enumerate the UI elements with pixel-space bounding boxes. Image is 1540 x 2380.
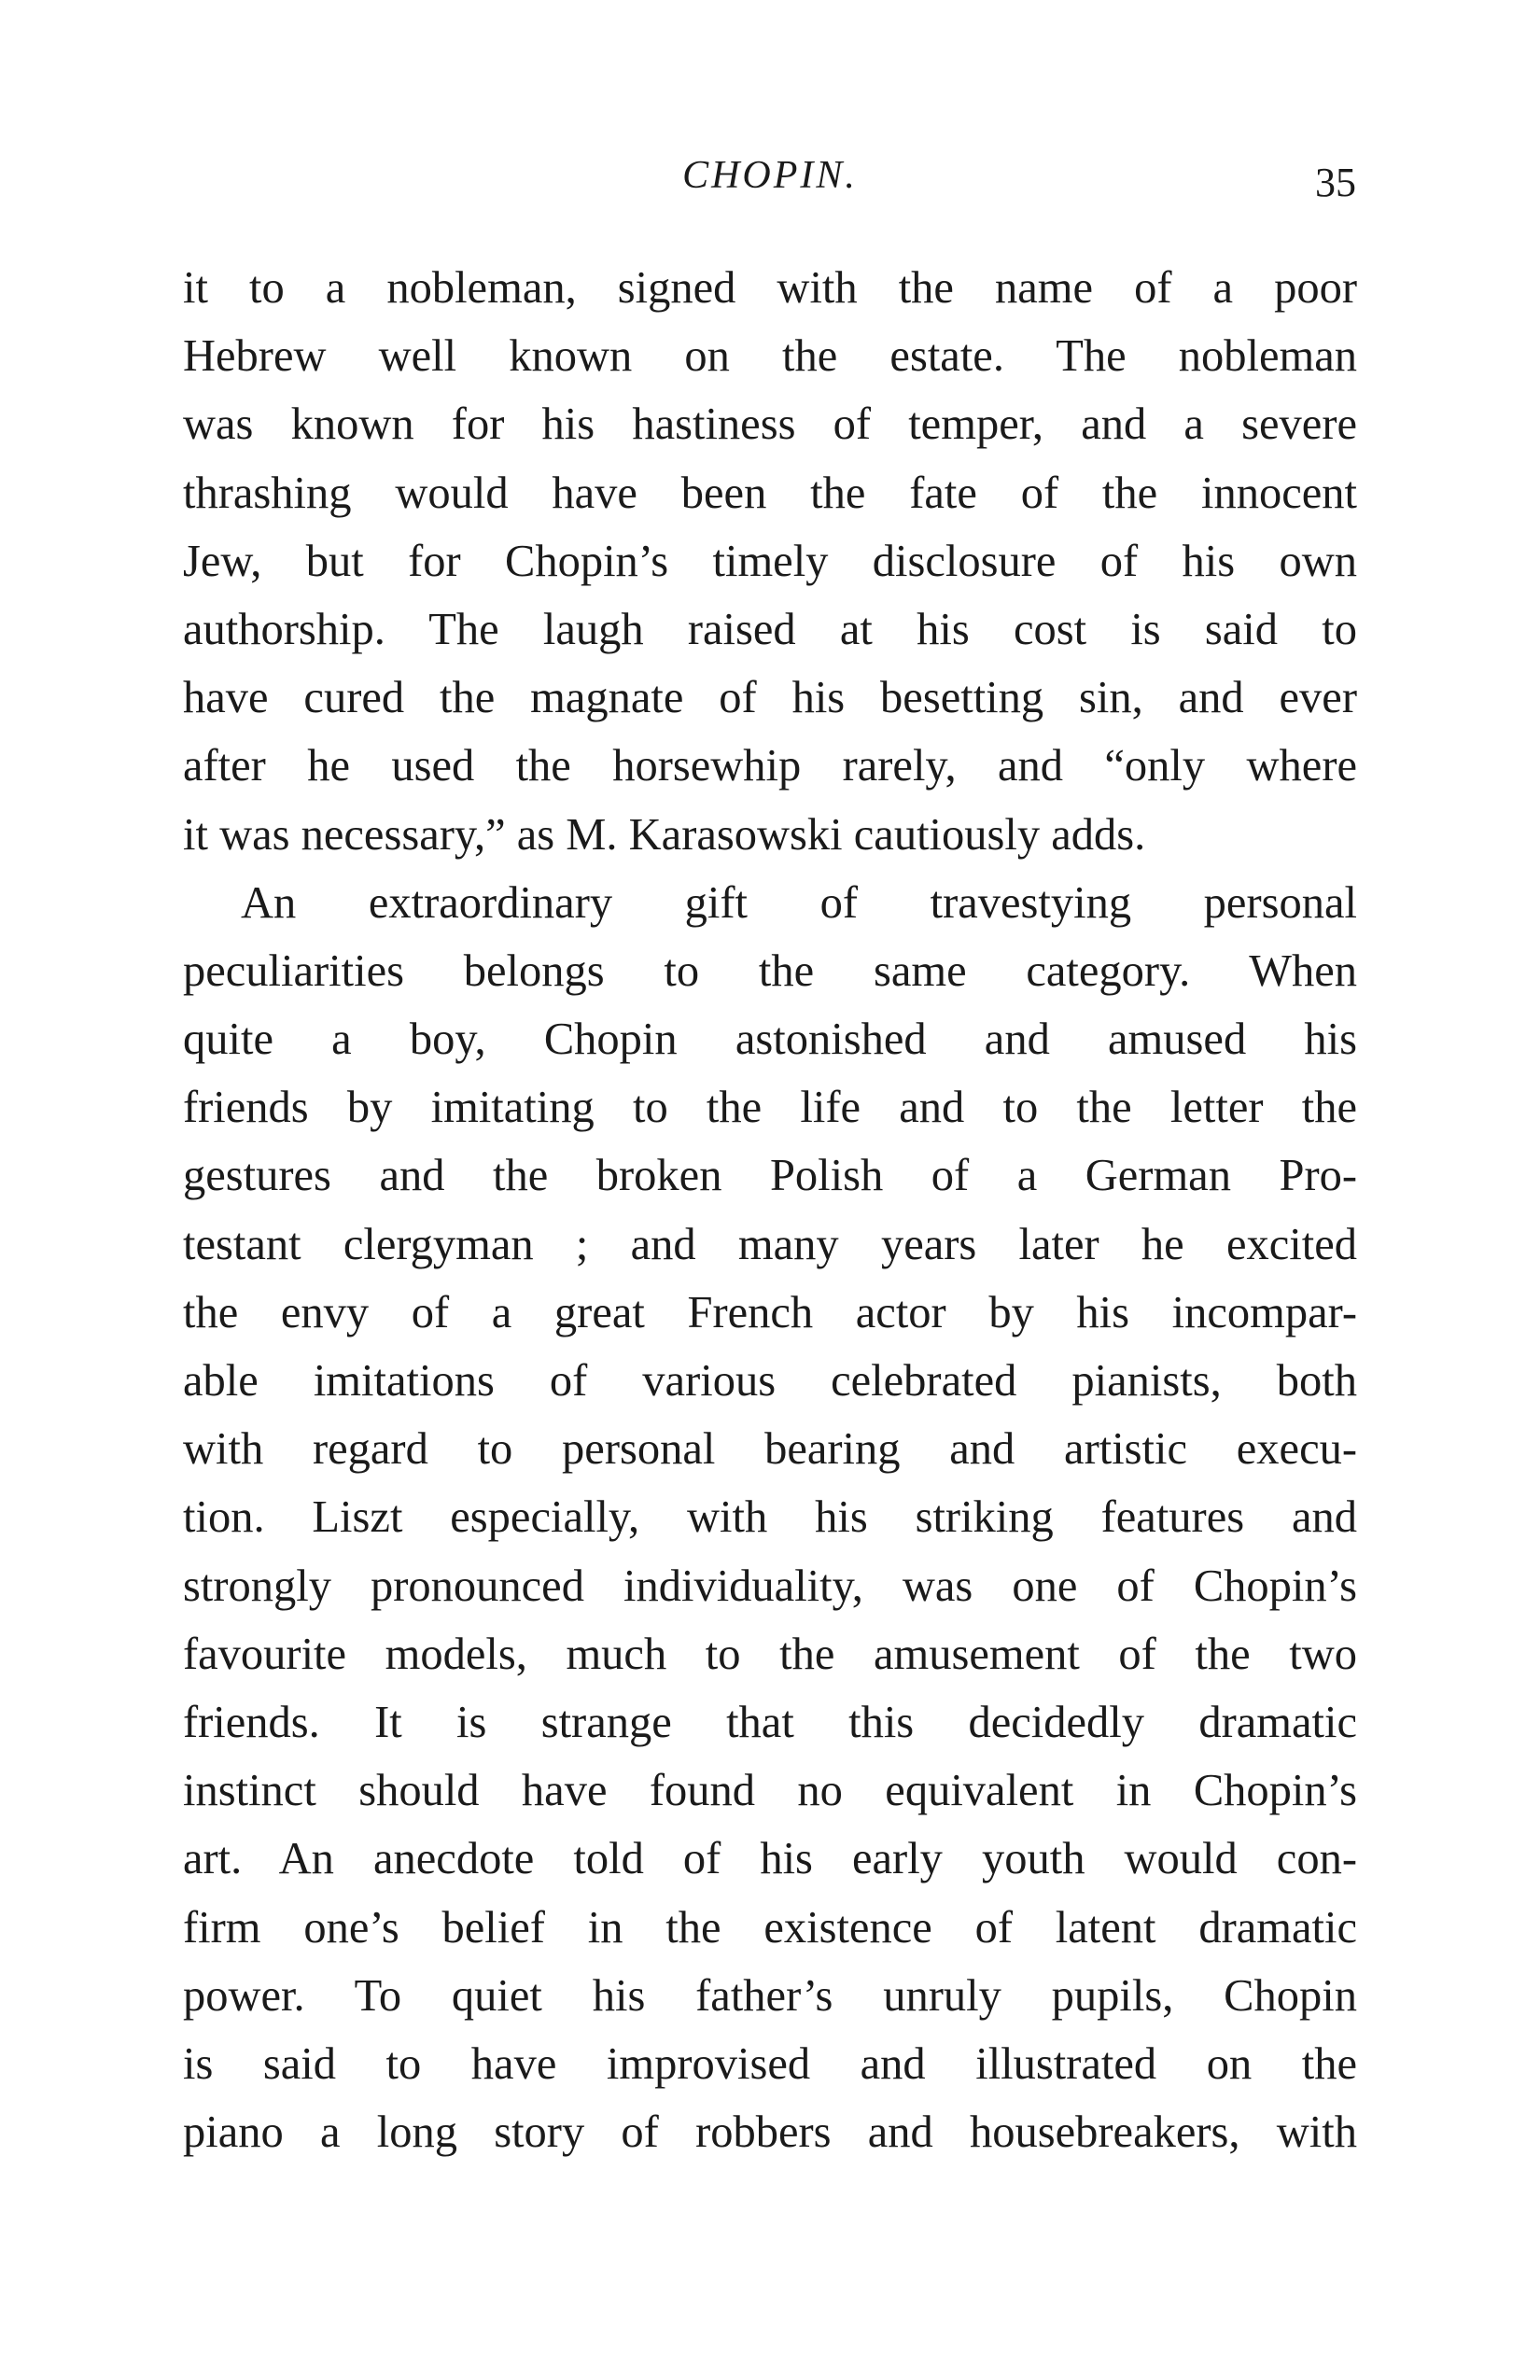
text-line: have cured the magnate of his besetting sin, and ever xyxy=(183,673,1357,723)
body-text xyxy=(183,254,1357,2166)
text-line: the envy of a great French actor by his incompar- xyxy=(183,1287,1357,1337)
text-line: firm one’s belief in the existence of latent dramatic xyxy=(183,1902,1357,1953)
text-line: was known for his hastiness of temper, and a severe xyxy=(183,399,1357,450)
text-line: tion. Liszt especially, with his striking features and xyxy=(183,1492,1357,1543)
text-line: Jew, but for Chopin’s timely disclosure of his own xyxy=(183,536,1357,586)
text-line: friends by imitating to the life and to the letter the xyxy=(183,1083,1357,1133)
text-line: art. An anecdote told of his early youth would con- xyxy=(183,1834,1357,1884)
running-title: CHOPIN. xyxy=(682,154,858,197)
text-line: piano a long story of robbers and housebreakers, with xyxy=(183,2107,1357,2158)
text-line: quite a boy, Chopin astonished and amused his xyxy=(183,1015,1357,1065)
text-line: authorship. The laugh raised at his cost is said to xyxy=(183,604,1357,654)
text-line: able imitations of various celebrated pianists, both xyxy=(183,1356,1357,1406)
text-line: instinct should have found no equivalent in Chopin’s xyxy=(183,1766,1357,1816)
text-line: thrashing would have been the fate of the innocent xyxy=(183,468,1357,518)
text-line: Hebrew well known on the estate. The nobleman xyxy=(183,331,1357,382)
page-number: 35 xyxy=(1315,160,1356,205)
text-line: strongly pronounced individuality, was one of Chopin’s xyxy=(183,1561,1357,1611)
text-line: with regard to personal bearing and artistic execu- xyxy=(183,1424,1357,1475)
text-line: after he used the horsewhip rarely, and “only where xyxy=(183,741,1357,791)
running-head xyxy=(0,149,1540,205)
paragraph-start-line: An extraordinary gift of travestying personal xyxy=(241,877,1357,928)
text-line: testant clergyman ; and many years later he excited xyxy=(183,1219,1357,1269)
text-line: friends. It is strange that this decidedly dramatic xyxy=(183,1697,1357,1747)
text-line: it to a nobleman, signed with the name of a poor xyxy=(183,263,1357,313)
text-line: is said to have improvised and illustrated on the xyxy=(183,2038,1357,2089)
text-line: power. To quiet his father’s unruly pupils, Chopin xyxy=(183,1970,1357,2021)
text-line: it was necessary,” as M. Karasowski cautiously adds. xyxy=(183,809,1146,860)
text-line: gestures and the broken Polish of a German Pro- xyxy=(183,1151,1357,1201)
text-line: favourite models, much to the amusement of the two xyxy=(183,1629,1357,1679)
text-line: peculiarities belongs to the same category. When xyxy=(183,945,1357,996)
